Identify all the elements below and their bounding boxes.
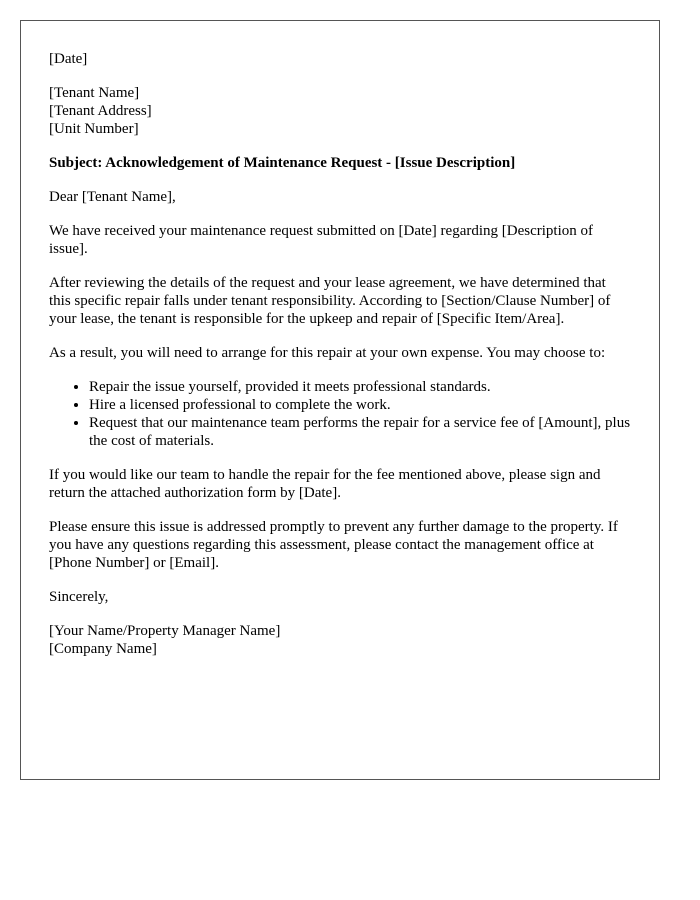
list-item: • Hire a licensed professional to complete the work. [89,396,631,414]
letter-page [20,20,660,780]
closing: Sincerely, [49,589,109,605]
repair-options-list [49,378,631,450]
paragraph-fee: If you would like our team to handle the repair for the fee mentioned above, please sign and return the attached authorization form by [Date]. [49,467,601,501]
paragraph-result: As a result, you will need to arrange for this repair at your own expense. You may choose to: [49,345,606,361]
list-item: • Repair the issue yourself, provided it meets professional standards. [89,378,631,396]
signature-block [49,622,631,658]
letter-subject: Subject: Acknowledgement of Maintenance Request - [Issue Description] [49,155,516,171]
recipient-block [49,84,631,138]
paragraph-received: We have received your maintenance request submitted on [Date] regarding [Description of issue]. [49,223,593,257]
salutation: Dear [Tenant Name], [49,189,176,205]
list-item: • Request that our maintenance team performs the repair for a service fee of [Amount], plus the cost of materials. [89,414,631,450]
letter-date: [Date] [49,51,88,67]
tenant-name: [Tenant Name] [49,85,140,101]
paragraph-ensure: Please ensure this issue is addressed promptly to prevent any further damage to the property. If you have any questions regarding this assessment, please contact the management office at [Phone Number] or [Email]. [49,519,618,571]
company-name: [Company Name] [49,641,157,657]
paragraph-review: After reviewing the details of the request and your lease agreement, we have determined that this specific repair falls under tenant responsibility. According to [Section/Clause Number] of your lease, the tenant is responsible for the upkeep and repair of [Specific Item/Area]. [49,275,611,327]
signer-name: [Your Name/Property Manager Name] [49,623,281,639]
unit-number: [Unit Number] [49,121,139,137]
tenant-address: [Tenant Address] [49,103,152,119]
